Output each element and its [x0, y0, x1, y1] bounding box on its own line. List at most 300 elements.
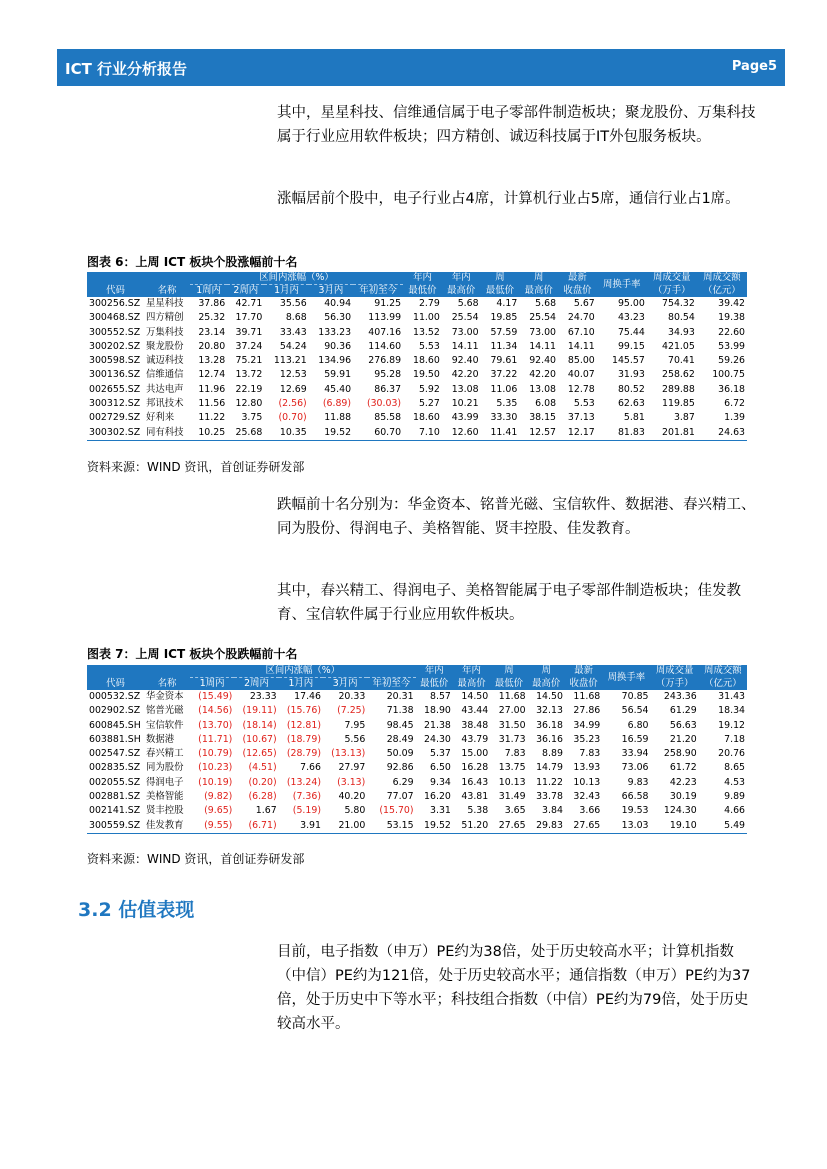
table-cell: 6.72: [724, 398, 745, 410]
table-cell: (18.79): [286, 733, 321, 745]
table-cell: 1.39: [724, 412, 745, 424]
table-cell: 113.99: [368, 312, 402, 324]
table-cell: 34.93: [667, 326, 695, 338]
table-cell: (7.36): [292, 791, 321, 803]
figure-7-title: 图表 7：上周 ICT 板块个股跌幅前十名: [87, 647, 298, 661]
table-cell: 4.17: [496, 298, 518, 309]
stock-name: 星星科技: [146, 298, 184, 309]
table-cell: 40.94: [324, 298, 352, 309]
table-cell: 19.38: [718, 312, 745, 324]
table-cell: 92.40: [451, 355, 479, 367]
table-cell: 92.40: [529, 355, 557, 367]
stock-name: 聚龙股份: [146, 340, 184, 352]
stock-code: 300256.SZ: [89, 298, 141, 309]
table-cell: 6.50: [430, 762, 451, 774]
header-turnover: 周换手率: [597, 272, 647, 297]
table-cell: (4.51): [248, 762, 277, 774]
table-cell: (2.56): [278, 398, 307, 410]
table-cell: 50.09: [386, 748, 414, 760]
table-cell: 2.79: [418, 298, 440, 309]
table-cell: 15.00: [461, 748, 489, 760]
stock-code: 002835.SZ: [89, 762, 141, 774]
table-cell: 73.00: [451, 326, 479, 338]
table-cell: 56.63: [669, 719, 697, 731]
table-row: [87, 733, 747, 747]
stock-code: 603881.SH: [89, 733, 141, 745]
stock-name: 四方精创: [146, 312, 184, 324]
table-cell: 18.34: [718, 705, 745, 717]
table-cell: 3.66: [579, 805, 601, 817]
header-range-group: 区间内涨幅（%）: [190, 665, 416, 678]
table-cell: 85.00: [567, 355, 595, 367]
table-cell: 7.83: [579, 748, 601, 760]
table-cell: 24.70: [567, 312, 595, 324]
table-row: [87, 354, 747, 368]
table-cell: 754.32: [662, 298, 695, 309]
table-cell: 3.87: [673, 412, 695, 424]
table-cell: 7.10: [403, 426, 442, 441]
table-cell: 27.00: [498, 705, 526, 717]
stock-code: 300302.SZ: [87, 426, 144, 441]
table-cell: 99.15: [617, 340, 645, 352]
table-cell: 62.63: [617, 398, 645, 410]
table-cell: 5.49: [699, 819, 747, 834]
table-cell: 7.18: [724, 733, 745, 745]
table-cell: 34.99: [573, 719, 601, 731]
table-row: [87, 747, 747, 761]
table-cell: 10.13: [573, 776, 601, 788]
table-cell: 75.44: [617, 326, 645, 338]
table-cell: 54.24: [279, 340, 307, 352]
table-cell: 66.58: [621, 791, 649, 803]
table-cell: (28.79): [286, 748, 321, 760]
page-number: Page5: [731, 59, 777, 74]
table-cell: 243.36: [663, 691, 697, 702]
table-cell: 9.89: [724, 791, 745, 803]
table-cell: 5.80: [344, 805, 366, 817]
table-cell: 22.19: [235, 383, 263, 395]
table-cell: 25.32: [198, 312, 226, 324]
table-cell: 11.41: [481, 426, 520, 441]
stock-name: 华金资本: [146, 691, 184, 702]
table-cell: 36.18: [536, 719, 563, 731]
table-cell: 12.74: [198, 369, 226, 381]
stock-name: 同有科技: [144, 426, 190, 441]
table-cell: (14.56): [198, 705, 233, 717]
table-cell: 19.10: [651, 819, 699, 834]
table-cell: 421.05: [662, 340, 695, 352]
stock-code: 002547.SZ: [89, 748, 141, 760]
table-cell: 100.75: [712, 369, 745, 381]
table-cell: 19.52: [416, 819, 453, 834]
table-cell: 3.65: [504, 805, 526, 817]
table-cell: 90.36: [324, 340, 352, 352]
table-cell: 4.53: [724, 776, 745, 788]
table-row: [87, 776, 747, 790]
table-cell: 31.93: [617, 369, 645, 381]
table-cell: 13.75: [498, 762, 526, 774]
table-cell: 42.20: [529, 369, 557, 381]
table-cell: 37.86: [198, 298, 226, 309]
table-cell: 6.80: [627, 719, 649, 731]
table-row: [87, 690, 747, 704]
table-cell: 113.21: [273, 355, 307, 367]
table-cell: 23.14: [198, 326, 226, 338]
table-cell: 3.31: [430, 805, 451, 817]
table-cell: 19.52: [309, 426, 353, 441]
table-cell: 80.54: [667, 312, 695, 324]
table-cell: 16.59: [621, 733, 649, 745]
table-cell: 13.08: [529, 383, 557, 395]
table-cell: 67.10: [567, 326, 595, 338]
stock-name: 贤丰控股: [146, 805, 184, 817]
table-cell: 5.67: [573, 298, 595, 309]
header-code: 代码: [87, 678, 144, 691]
table-cell: 201.81: [647, 426, 697, 441]
table-cell: 5.53: [573, 398, 595, 410]
table-cell: 35.23: [573, 733, 601, 745]
table-row: [87, 761, 747, 775]
stock-name: 得润电子: [146, 776, 184, 788]
stock-code: 002729.SZ: [89, 412, 141, 424]
table-cell: 39.71: [235, 326, 263, 338]
table-row: [87, 311, 747, 325]
table-cell: 145.57: [611, 355, 645, 367]
table-row: [87, 326, 747, 340]
table-cell: 5.27: [418, 398, 440, 410]
paragraph-gainers-industry: 涨幅居前个股中，电子行业占4席，计算机行业占5席，通信行业占1席。: [277, 191, 740, 207]
table-cell: (3.13): [337, 776, 366, 788]
report-title: ICT 行业分析报告: [65, 60, 188, 78]
table-cell: 20.31: [386, 691, 414, 702]
header-code: 代码: [87, 285, 144, 298]
stock-code: 300136.SZ: [89, 369, 141, 381]
table-row: [87, 368, 747, 382]
table-cell: 23.33: [249, 691, 277, 702]
table-cell: 27.97: [338, 762, 366, 774]
table-cell: (15.49): [198, 691, 233, 702]
table-cell: 16.20: [424, 791, 451, 803]
table-cell: 59.91: [324, 369, 352, 381]
table-cell: (5.19): [292, 805, 321, 817]
table-cell: 5.53: [418, 340, 440, 352]
table-cell: 11.34: [490, 340, 518, 352]
table-cell: 134.96: [318, 355, 352, 367]
table-cell: 14.50: [461, 691, 489, 702]
table-cell: 5.68: [457, 298, 479, 309]
table-row: [87, 383, 747, 397]
table-cell: 59.26: [718, 355, 745, 367]
stock-code: 300312.SZ: [89, 398, 141, 410]
table-cell: 14.50: [536, 691, 563, 702]
table-row: [87, 340, 747, 354]
table-cell: 32.43: [573, 791, 601, 803]
figure-7-source: 资料来源：WIND 资讯，首创证券研发部: [87, 852, 305, 866]
table-cell: 12.53: [279, 369, 307, 381]
table-cell: 21.38: [424, 719, 451, 731]
table-cell: 91.25: [374, 298, 402, 309]
table-cell: (15.70): [379, 805, 414, 817]
table-cell: (15.76): [286, 705, 321, 717]
table-cell: 13.72: [235, 369, 263, 381]
table-cell: 11.00: [412, 312, 440, 324]
stock-name: 万集科技: [146, 326, 184, 338]
table-cell: 14.11: [567, 340, 595, 352]
table-cell: 33.78: [536, 791, 563, 803]
table-cell: 18.60: [412, 355, 440, 367]
table-cell: 36.18: [718, 383, 745, 395]
table-cell: 53.15: [367, 819, 415, 834]
table-cell: 7.66: [300, 762, 321, 774]
stock-code: 002902.SZ: [89, 705, 141, 717]
table-cell: (0.20): [248, 776, 277, 788]
table-cell: 60.70: [353, 426, 403, 441]
table-cell: 5.35: [496, 398, 518, 410]
table-row: [87, 411, 747, 425]
table-cell: 53.99: [718, 340, 745, 352]
table-cell: (10.19): [198, 776, 233, 788]
table-row: [87, 297, 747, 311]
stock-code: 300468.SZ: [89, 312, 141, 324]
stock-name: 信维通信: [146, 369, 184, 381]
table-cell: 43.23: [617, 312, 645, 324]
table-cell: 133.23: [318, 326, 352, 338]
table-cell: 16.28: [461, 762, 489, 774]
table-cell: 12.78: [567, 383, 595, 395]
table-cell: 21.00: [323, 819, 367, 834]
table-cell: 42.20: [451, 369, 479, 381]
stock-name: 同为股份: [146, 762, 184, 774]
table-cell: 28.49: [386, 733, 414, 745]
table-row: [87, 426, 747, 441]
table-cell: 258.62: [662, 369, 695, 381]
table-cell: 19.85: [490, 312, 518, 324]
table-cell: 11.68: [498, 691, 526, 702]
table-cell: (12.65): [242, 748, 277, 760]
table-cell: 13.52: [412, 326, 440, 338]
gainers-table-body: [87, 297, 747, 440]
header-name: 名称: [144, 678, 190, 691]
table-cell: 9.83: [627, 776, 649, 788]
table-cell: 61.29: [669, 705, 697, 717]
paragraph-gainers-sectors: 其中，星星科技、信维通信属于电子零部件制造板块；聚龙股份、万集科技属于行业应用软件板块；四方精创、诚迈科技属于IT外包服务板块。: [277, 105, 756, 145]
table-cell: 31.43: [718, 691, 745, 702]
table-cell: 13.08: [451, 383, 479, 395]
table-cell: 19.53: [621, 805, 649, 817]
section-heading: 3.2 估值表现: [78, 899, 195, 921]
table-cell: 61.72: [669, 762, 697, 774]
table-cell: 12.17: [558, 426, 597, 441]
table-cell: 11.96: [198, 383, 226, 395]
stock-code: 002881.SZ: [89, 791, 141, 803]
table-cell: 3.75: [241, 412, 263, 424]
table-cell: 20.76: [718, 748, 745, 760]
table-cell: 114.60: [368, 340, 402, 352]
table-cell: 13.03: [602, 819, 650, 834]
table-row: [87, 804, 747, 818]
stock-code: 600845.SH: [89, 719, 141, 731]
table-cell: 51.20: [453, 819, 490, 834]
table-cell: 17.70: [235, 312, 263, 324]
stock-name: 数据港: [146, 733, 175, 745]
table-row: [87, 704, 747, 718]
table-cell: 3.91: [279, 819, 323, 834]
table-cell: 10.13: [498, 776, 526, 788]
table-cell: 40.07: [567, 369, 595, 381]
table-cell: 29.83: [528, 819, 565, 834]
table-cell: (30.03): [366, 398, 402, 410]
gainers-table: 区间内涨幅（%） 年内 年内 周 周 最新 周换手率 周成交量 周成交额 代码 名称 1周内 2周内 1月内 3月内 年初至今 最低价 最高价 最低价 最高价 收盘价 （万手） （亿元） 300256.SZ 星星科技 37.86 42.71 35.56 40.94 91.25 2.79 5.68 4.17 5.68 5.67 95.00 754.32 39.42 300468.SZ 四方精创 25.32 17.70 8.68 56.30 113.99 11.00 25.54 19.85 25.54 24.70 43.23 80.54 19.38 300552.SZ 万集科技 23.14 39.71 33.43 133.23 407.16 13.52 73.00 57.59 73.00 67.10 75.44 34.93 22.60 300202.SZ 聚龙股份 20.80 37.24 54.24 90.36 114.60 5.53 14.11 11.34 14.11 14.11 99.15 421.05 53.99 300598.SZ 诚迈科技 13.28 75.21 113.21 134.96 276.89 18.60 92.40 79.61 92.40 85.00 145.57 70.41 59.26 300136.SZ 信维通信 12.74 13.72 12.53 59.91 95.28 19.50 42.20 37.22 42.20 40.07 31.93 258.62 100.75 002655.SZ 共达电声 11.96 22.19 12.69 45.40 86.37 5.92 13.08 11.06 13.08 12.78 80.52 289.88 36.18 300312.SZ 邦讯技术 11.56 12.80 (2.56) (6.89) (30.03) 5.27 10.21 5.35 6.08 5.53 62.63 119.85 6.72 002729.SZ 好利来 11.22 3.75 (0.70) 11.88 85.58 18.60 43.99 33.30 38.15 37.13 5.81 3.87 1.39 300302.SZ 同有科技 10.25 25.68 10.35 19.52 60.70 7.10 12.60 11.41 12.57 12.17 81.83 201.81 24.63: [87, 272, 747, 441]
table-cell: 31.50: [498, 719, 526, 731]
table-cell: 11.22: [198, 412, 226, 424]
table-cell: 6.29: [392, 776, 414, 788]
table-cell: 38.15: [529, 412, 557, 424]
table-cell: 7.95: [344, 719, 366, 731]
table-cell: 11.22: [536, 776, 563, 788]
losers-table-body: [87, 690, 747, 833]
table-cell: 119.85: [662, 398, 695, 410]
table-cell: 18.90: [424, 705, 451, 717]
table-cell: 25.68: [227, 426, 264, 441]
table-cell: 14.11: [529, 340, 557, 352]
table-cell: 30.19: [669, 791, 697, 803]
losers-table: 区间内涨幅（%） 年内 年内 周 周 最新 周换手率 周成交量 周成交额 代码 名称 1周内 2周内 1月内 3月内 年初至今 最低价 最高价 最低价 最高价 收盘价 （万手） （亿元） 000532.SZ 华金资本 (15.49) 23.33 17.46 20.33 20.31 8.57 14.50 11.68 14.50 11.68 70.85 243.36 31.43 002902.SZ 铭普光磁 (14.56) (19.11) (15.76) (7.25) 71.38 18.90 43.44 27.00 32.13 27.86 56.54 61.29 18.34 600845.SH 宝信软件 (13.70) (18.14) (12.81) 7.95 98.45 21.38 38.48 31.50 36.18 34.99 6.80 56.63 19.12 603881.SH 数据港 (11.71) (10.67) (18.79) 5.56 28.49 24.30 43.79 31.73 36.16 35.23 16.59 21.20 7.18 002547.SZ 春兴精工 (10.79) (12.65) (28.79) (13.13) 50.09 5.37 15.00 7.83 8.89 7.83 33.94 258.90 20.76 002835.SZ 同为股份 (10.23) (4.51) 7.66 27.97 92.86 6.50 16.28 13.75 14.79 13.93 73.06 61.72 8.65 002055.SZ 得润电子 (10.19) (0.20) (13.24) (3.13) 6.29 9.34 16.43 10.13 11.22 10.13 9.83 42.23 4.53 002881.SZ 美格智能 (9.82) (6.28) (7.36) 40.20 77.07 16.20 43.81 31.49 33.78 32.43 66.58 30.19 9.89 002141.SZ 贤丰控股 (9.65) 1.67 (5.19) 5.80 (15.70) 3.31 5.38 3.65 3.84 3.66 19.53 124.30 4.66 300559.SZ 佳发教育 (9.55) (6.71) 3.91 21.00 53.15 19.52 51.20 27.65 29.83 27.65 13.03 19.10 5.49: [87, 665, 747, 834]
table-cell: 5.38: [467, 805, 489, 817]
table-cell: (7.25): [337, 705, 366, 717]
table-cell: 11.06: [490, 383, 518, 395]
table-cell: 20.80: [198, 340, 226, 352]
stock-name: 宝信软件: [146, 719, 184, 731]
table-cell: 11.88: [324, 412, 352, 424]
stock-code: 300552.SZ: [89, 326, 141, 338]
stock-code: 300598.SZ: [89, 355, 141, 367]
table-cell: (18.14): [242, 719, 277, 731]
stock-code: 002655.SZ: [89, 383, 141, 395]
table-cell: 86.37: [374, 383, 402, 395]
table-cell: 92.86: [386, 762, 414, 774]
table-row: [87, 790, 747, 804]
table-cell: 24.63: [697, 426, 747, 441]
table-cell: 73.06: [621, 762, 649, 774]
table-cell: 3.84: [542, 805, 563, 817]
table-cell: (9.65): [204, 805, 233, 817]
table-cell: 7.83: [504, 748, 526, 760]
table-cell: 8.89: [542, 748, 563, 760]
header-name: 名称: [144, 285, 190, 298]
table-cell: 5.37: [430, 748, 451, 760]
table-cell: (6.89): [322, 398, 352, 410]
header-range-group: 区间内涨幅（%）: [190, 272, 403, 285]
table-cell: 77.07: [386, 791, 414, 803]
table-cell: 95.00: [617, 298, 645, 309]
table-cell: 8.68: [285, 312, 307, 324]
table-cell: 407.16: [368, 326, 402, 338]
table-cell: 21.20: [669, 733, 697, 745]
table-cell: (9.82): [204, 791, 233, 803]
table-cell: 19.50: [412, 369, 440, 381]
table-cell: 10.21: [451, 398, 479, 410]
table-cell: 13.93: [573, 762, 601, 774]
table-cell: 33.94: [621, 748, 649, 760]
stock-name: 铭普光磁: [146, 705, 184, 717]
paragraph-losers-list: 跌幅前十名分别为：华金资本、铭普光磁、宝信软件、数据港、春兴精工、同为股份、得润电子、美格智能、贤丰控股、佳发教育。: [277, 497, 756, 537]
table-cell: (10.23): [198, 762, 233, 774]
figure-6-source: 资料来源：WIND 资讯，首创证券研发部: [87, 460, 305, 474]
table-cell: (0.70): [278, 412, 307, 424]
table-cell: 16.43: [461, 776, 489, 788]
table-cell: 20.33: [338, 691, 366, 702]
paragraph-losers-sectors: 其中，春兴精工、得润电子、美格智能属于电子零部件制造板块；佳发教育、宝信软件属于行业应用软件板块。: [277, 583, 741, 623]
stock-name: 邦讯技术: [146, 398, 184, 410]
table-cell: 37.24: [235, 340, 263, 352]
table-cell: 258.90: [663, 748, 697, 760]
table-cell: 71.38: [386, 705, 414, 717]
table-row: [87, 397, 747, 411]
stock-code: 002141.SZ: [89, 805, 141, 817]
table-cell: 31.73: [498, 733, 526, 745]
table-cell: 124.30: [663, 805, 697, 817]
table-cell: 43.44: [461, 705, 489, 717]
stock-code: 000532.SZ: [89, 691, 141, 702]
table-cell: 56.30: [324, 312, 352, 324]
table-cell: 70.41: [667, 355, 695, 367]
table-cell: 12.69: [279, 383, 307, 395]
table-cell: 36.16: [536, 733, 563, 745]
table-row: [87, 719, 747, 733]
table-cell: 70.85: [621, 691, 649, 702]
table-cell: 27.86: [573, 705, 601, 717]
table-cell: 43.99: [451, 412, 479, 424]
table-cell: 33.43: [279, 326, 307, 338]
stock-name: 佳发教育: [144, 819, 190, 834]
table-cell: (9.55): [190, 819, 234, 834]
table-cell: 5.68: [535, 298, 557, 309]
table-cell: 10.25: [190, 426, 227, 441]
table-cell: (13.70): [198, 719, 233, 731]
table-cell: 81.83: [597, 426, 647, 441]
table-cell: 22.60: [718, 326, 745, 338]
stock-name: 共达电声: [146, 383, 184, 395]
table-cell: 12.80: [235, 398, 263, 410]
table-cell: 33.30: [490, 412, 518, 424]
stock-name: 诚迈科技: [146, 355, 184, 367]
table-cell: (10.79): [198, 748, 233, 760]
table-cell: 8.57: [430, 691, 451, 702]
table-cell: 1.67: [255, 805, 277, 817]
table-cell: (12.81): [286, 719, 321, 731]
table-cell: 43.81: [461, 791, 489, 803]
table-cell: 42.71: [235, 298, 263, 309]
table-cell: 32.13: [536, 705, 563, 717]
table-cell: 11.56: [198, 398, 226, 410]
figure-6-title: 图表 6：上周 ICT 板块个股涨幅前十名: [87, 255, 298, 269]
table-cell: 27.65: [490, 819, 527, 834]
table-cell: 80.52: [617, 383, 645, 395]
header-turnover: 周换手率: [602, 665, 650, 690]
table-cell: 19.12: [718, 719, 745, 731]
table-cell: 38.48: [461, 719, 489, 731]
table-cell: (6.28): [248, 791, 277, 803]
table-cell: (6.71): [234, 819, 278, 834]
table-cell: 5.56: [344, 733, 366, 745]
table-cell: 18.60: [412, 412, 440, 424]
table-cell: 289.88: [662, 383, 695, 395]
table-cell: 35.56: [279, 298, 307, 309]
table-cell: 9.34: [430, 776, 451, 788]
report-header: [57, 49, 785, 86]
stock-code: 002055.SZ: [89, 776, 141, 788]
table-cell: 40.20: [338, 791, 366, 803]
